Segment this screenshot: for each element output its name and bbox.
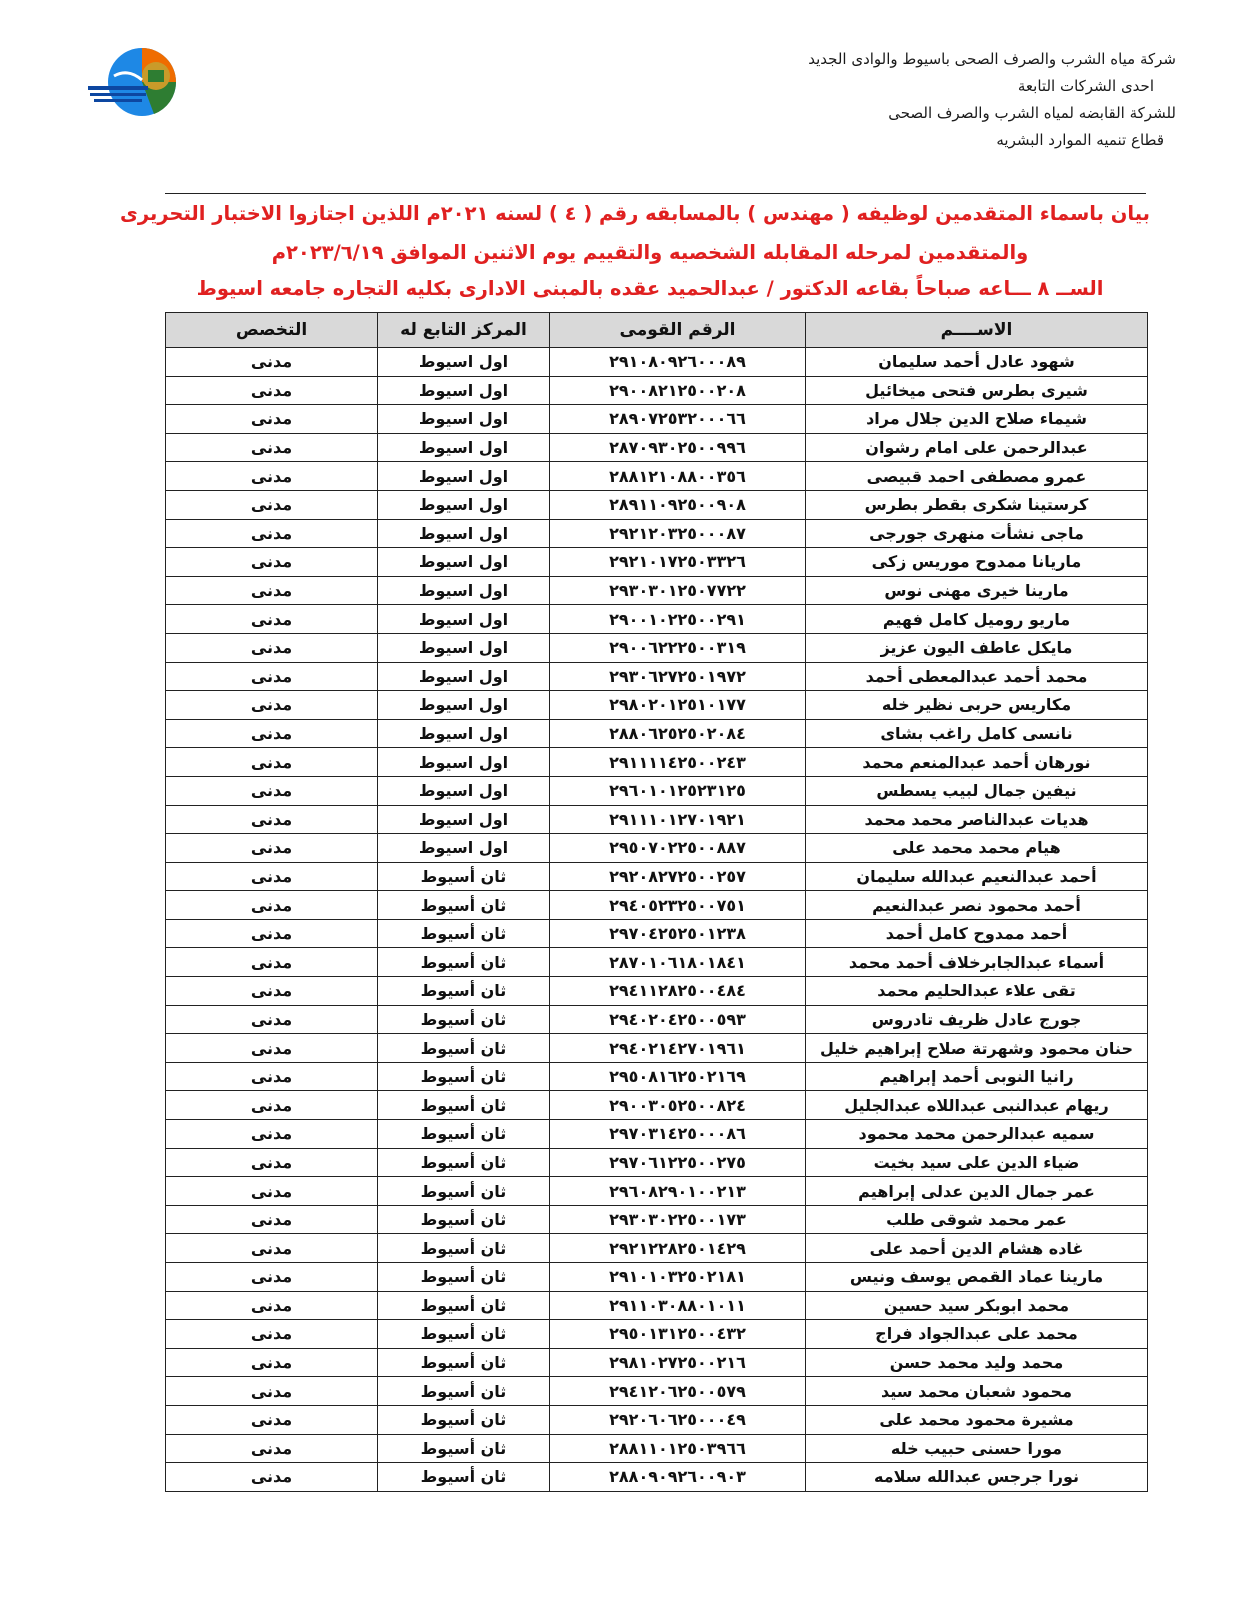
cell-national-id: ٢٨٨٠٩٠٩٢٦٠٠٩٠٣ <box>550 1463 806 1492</box>
cell-name: أسماء عبدالجابرخلاف أحمد محمد <box>806 948 1148 977</box>
table-row <box>166 376 1148 405</box>
cell-specialty: مدنى <box>166 862 378 891</box>
cell-name: عمرو مصطفى احمد قبيصى <box>806 462 1148 491</box>
cell-specialty: مدنى <box>166 691 378 720</box>
cell-center: ثان أسيوط <box>378 1148 550 1177</box>
cell-specialty: مدنى <box>166 1120 378 1149</box>
cell-name: شيرى بطرس فتحى ميخائيل <box>806 376 1148 405</box>
cell-name: مارينا عماد القمص يوسف ونيس <box>806 1263 1148 1292</box>
table-row <box>166 719 1148 748</box>
cell-specialty: مدنى <box>166 1177 378 1206</box>
cell-national-id: ٢٩٠٠٨٢١٢٥٠٠٢٠٨ <box>550 376 806 405</box>
cell-national-id: ٢٩٥٠٨١٦٢٥٠٢١٦٩ <box>550 1062 806 1091</box>
cell-specialty: مدنى <box>166 1377 378 1406</box>
cell-name: مورا حسنى حبيب خله <box>806 1434 1148 1463</box>
company-emblem-icon <box>84 46 184 118</box>
cell-national-id: ٢٩١٠٨٠٩٢٦٠٠٠٨٩ <box>550 348 806 377</box>
cell-national-id: ٢٩٢٠٦٠٦٢٥٠٠٠٤٩ <box>550 1405 806 1434</box>
cell-specialty: مدنى <box>166 348 378 377</box>
cell-name: نيفين جمال لبيب يسطس <box>806 776 1148 805</box>
cell-center: اول اسيوط <box>378 548 550 577</box>
cell-specialty: مدنى <box>166 519 378 548</box>
cell-name: تقى علاء عبدالحليم محمد <box>806 977 1148 1006</box>
cell-name: أحمد محمود نصر عبدالنعيم <box>806 891 1148 920</box>
cell-national-id: ٢٨٨١٢١٠٨٨٠٠٣٥٦ <box>550 462 806 491</box>
table-row <box>166 490 1148 519</box>
table-row <box>166 1062 1148 1091</box>
cell-specialty: مدنى <box>166 1091 378 1120</box>
cell-specialty: مدنى <box>166 1463 378 1492</box>
org-line-holding: للشركة القابضه لمياه الشرب والصرف الصحى <box>888 104 1176 122</box>
cell-specialty: مدنى <box>166 1205 378 1234</box>
cell-name: هديات عبدالناصر محمد محمد <box>806 805 1148 834</box>
cell-national-id: ٢٨٨١١٠١٢٥٠٣٩٦٦ <box>550 1434 806 1463</box>
cell-specialty: مدنى <box>166 1348 378 1377</box>
cell-center: ثان أسيوط <box>378 1377 550 1406</box>
cell-name: ماريو روميل كامل فهيم <box>806 605 1148 634</box>
cell-center: ثان أسيوط <box>378 1120 550 1149</box>
company-logo <box>84 46 184 118</box>
cell-national-id: ٢٨٨٠٦٢٥٢٥٠٢٠٨٤ <box>550 719 806 748</box>
cell-specialty: مدنى <box>166 748 378 777</box>
cell-center: اول اسيوط <box>378 405 550 434</box>
cell-name: حنان محمود وشهرتة صلاح إبراهيم خليل <box>806 1034 1148 1063</box>
cell-national-id: ٢٨٩١١٠٩٢٥٠٠٩٠٨ <box>550 490 806 519</box>
cell-national-id: ٢٩٢١٢٠٣٢٥٠٠٠٨٧ <box>550 519 806 548</box>
table-row <box>166 948 1148 977</box>
table-row <box>166 805 1148 834</box>
cell-specialty: مدنى <box>166 433 378 462</box>
cell-specialty: مدنى <box>166 948 378 977</box>
table-row <box>166 691 1148 720</box>
header-center: المركز التابع له <box>378 313 550 348</box>
cell-center: اول اسيوط <box>378 433 550 462</box>
header-divider <box>165 193 1146 194</box>
cell-national-id: ٢٩٤٠٥٢٣٢٥٠٠٧٥١ <box>550 891 806 920</box>
table-row <box>166 576 1148 605</box>
cell-national-id: ٢٩٨١٠٢٧٢٥٠٠٢١٦ <box>550 1348 806 1377</box>
cell-center: ثان أسيوط <box>378 891 550 920</box>
document-title-line-1: بيان باسماء المتقدمين لوظيفه ( مهندس ) بالمسابقه رقم ( ٤ ) لسنه ٢٠٢١م اللذين اجتازوا الاختبار التحريرى <box>119 202 1150 225</box>
org-line-affiliation: احدى الشركات التابعة <box>1017 77 1154 95</box>
cell-center: ثان أسيوط <box>378 948 550 977</box>
cell-specialty: مدنى <box>166 1148 378 1177</box>
cell-specialty: مدنى <box>166 919 378 948</box>
cell-national-id: ٢٩٦٠٨٢٩٠١٠٠٢١٣ <box>550 1177 806 1206</box>
cell-national-id: ٢٩٤٠٢١٤٢٧٠١٩٦١ <box>550 1034 806 1063</box>
cell-center: اول اسيوط <box>378 662 550 691</box>
cell-national-id: ٢٩٧٠٦١٢٢٥٠٠٢٧٥ <box>550 1148 806 1177</box>
cell-name: سميه عبدالرحمن محمد محمود <box>806 1120 1148 1149</box>
cell-specialty: مدنى <box>166 1291 378 1320</box>
cell-name: نانسى كامل راغب بشاى <box>806 719 1148 748</box>
cell-name: عمر جمال الدين عدلى إبراهيم <box>806 1177 1148 1206</box>
cell-specialty: مدنى <box>166 776 378 805</box>
cell-center: اول اسيوط <box>378 519 550 548</box>
cell-specialty: مدنى <box>166 1405 378 1434</box>
cell-center: اول اسيوط <box>378 776 550 805</box>
cell-specialty: مدنى <box>166 1434 378 1463</box>
table-row <box>166 1291 1148 1320</box>
cell-center: ثان أسيوط <box>378 862 550 891</box>
cell-center: ثان أسيوط <box>378 977 550 1006</box>
cell-name: شيماء صلاح الدين جلال مراد <box>806 405 1148 434</box>
cell-center: اول اسيوط <box>378 719 550 748</box>
cell-center: ثان أسيوط <box>378 919 550 948</box>
cell-specialty: مدنى <box>166 805 378 834</box>
cell-name: مشيرة محمود محمد على <box>806 1405 1148 1434</box>
cell-national-id: ٢٩٤١٢٠٦٢٥٠٠٥٧٩ <box>550 1377 806 1406</box>
cell-center: ثان أسيوط <box>378 1263 550 1292</box>
table-row <box>166 891 1148 920</box>
cell-national-id: ٢٩٥٠١٣١٢٥٠٠٤٣٢ <box>550 1320 806 1349</box>
cell-name: رانيا النوبى أحمد إبراهيم <box>806 1062 1148 1091</box>
header-name: الاســــم <box>806 313 1148 348</box>
cell-center: اول اسيوط <box>378 490 550 519</box>
table-row <box>166 1377 1148 1406</box>
cell-specialty: مدنى <box>166 376 378 405</box>
cell-name: مايكل عاطف اليون عزيز <box>806 633 1148 662</box>
cell-center: ثان أسيوط <box>378 1463 550 1492</box>
table-row <box>166 1177 1148 1206</box>
cell-center: اول اسيوط <box>378 376 550 405</box>
table-row <box>166 1120 1148 1149</box>
cell-center: اول اسيوط <box>378 605 550 634</box>
document-title-line-3: الســ ٨ ـــاعه صباحاً بقاعه الدكتور / عبدالحميد عقده بالمبنى الادارى بكليه التجاره جامعه اسيوط <box>196 277 1104 300</box>
cell-center: ثان أسيوط <box>378 1005 550 1034</box>
cell-center: ثان أسيوط <box>378 1177 550 1206</box>
cell-name: كرستينا شكرى بقطر بطرس <box>806 490 1148 519</box>
cell-specialty: مدنى <box>166 1234 378 1263</box>
table-body <box>166 348 1148 1492</box>
table-row <box>166 1405 1148 1434</box>
cell-name: محمد وليد محمد حسن <box>806 1348 1148 1377</box>
cell-national-id: ٢٩٣٠٣٠١٢٥٠٧٧٢٢ <box>550 576 806 605</box>
cell-center: ثان أسيوط <box>378 1062 550 1091</box>
cell-center: ثان أسيوط <box>378 1034 550 1063</box>
table-row <box>166 605 1148 634</box>
header-national-id: الرقم القومى <box>550 313 806 348</box>
cell-name: عبدالرحمن على امام رشوان <box>806 433 1148 462</box>
cell-name: ضياء الدين على سيد بخيت <box>806 1148 1148 1177</box>
cell-name: محمود شعبان محمد سيد <box>806 1377 1148 1406</box>
table-row <box>166 348 1148 377</box>
cell-center: ثان أسيوط <box>378 1434 550 1463</box>
cell-specialty: مدنى <box>166 977 378 1006</box>
cell-specialty: مدنى <box>166 662 378 691</box>
cell-name: جورج عادل ظريف تادروس <box>806 1005 1148 1034</box>
candidates-table <box>165 312 1148 1492</box>
cell-national-id: ٢٨٧٠١٠٦١٨٠١٨٤١ <box>550 948 806 977</box>
cell-specialty: مدنى <box>166 834 378 863</box>
table-row <box>166 405 1148 434</box>
cell-name: محمد ابوبكر سيد حسين <box>806 1291 1148 1320</box>
cell-national-id: ٢٩٠٠٦٢٢٢٥٠٠٣١٩ <box>550 633 806 662</box>
cell-national-id: ٢٩٥٠٧٠٢٢٥٠٠٨٨٧ <box>550 834 806 863</box>
cell-national-id: ٢٩١١٠٣٠٨٨٠١٠١١ <box>550 1291 806 1320</box>
cell-national-id: ٢٩٢١٠١٧٢٥٠٣٣٢٦ <box>550 548 806 577</box>
cell-name: مكاريس حربى نظير خله <box>806 691 1148 720</box>
cell-national-id: ٢٩٣٠٦٢٧٢٥٠١٩٧٢ <box>550 662 806 691</box>
cell-national-id: ٢٩٣٠٣٠٢٢٥٠٠١٧٣ <box>550 1205 806 1234</box>
cell-name: شهود عادل أحمد سليمان <box>806 348 1148 377</box>
table-row <box>166 519 1148 548</box>
cell-specialty: مدنى <box>166 1320 378 1349</box>
cell-center: اول اسيوط <box>378 462 550 491</box>
cell-name: محمد أحمد عبدالمعطى أحمد <box>806 662 1148 691</box>
cell-center: ثان أسيوط <box>378 1320 550 1349</box>
cell-national-id: ٢٩٦٠١٠١٢٥٢٣١٢٥ <box>550 776 806 805</box>
table-row <box>166 1148 1148 1177</box>
org-line-department: قطاع تنميه الموارد البشريه <box>996 131 1164 149</box>
table-row <box>166 1320 1148 1349</box>
cell-center: ثان أسيوط <box>378 1405 550 1434</box>
table-row <box>166 662 1148 691</box>
table-row <box>166 919 1148 948</box>
cell-name: هيام محمد محمد على <box>806 834 1148 863</box>
cell-center: ثان أسيوط <box>378 1291 550 1320</box>
cell-specialty: مدنى <box>166 1062 378 1091</box>
table-row <box>166 633 1148 662</box>
cell-specialty: مدنى <box>166 1263 378 1292</box>
cell-national-id: ٢٨٩٠٧٢٥٣٢٠٠٠٦٦ <box>550 405 806 434</box>
cell-center: اول اسيوط <box>378 691 550 720</box>
document-title-line-2: والمتقدمين لمرحله المقابله الشخصيه والتقييم يوم الاثنين الموافق ٢٠٢٣/٦/١٩م <box>271 241 1029 264</box>
table-row <box>166 1348 1148 1377</box>
cell-center: اول اسيوط <box>378 348 550 377</box>
cell-center: ثان أسيوط <box>378 1205 550 1234</box>
table-row <box>166 1263 1148 1292</box>
cell-specialty: مدنى <box>166 633 378 662</box>
cell-national-id: ٢٩٨٠٢٠١٢٥١٠١٧٧ <box>550 691 806 720</box>
cell-national-id: ٢٩٤١١٢٨٢٥٠٠٤٨٤ <box>550 977 806 1006</box>
cell-name: نورا جرجس عبدالله سلامه <box>806 1463 1148 1492</box>
table-header-row <box>166 313 1148 348</box>
cell-national-id: ٢٩١١١٠١٢٧٠١٩٢١ <box>550 805 806 834</box>
cell-national-id: ٢٩٧٠٤٢٥٢٥٠١٢٣٨ <box>550 919 806 948</box>
cell-center: اول اسيوط <box>378 834 550 863</box>
cell-specialty: مدنى <box>166 891 378 920</box>
cell-center: اول اسيوط <box>378 748 550 777</box>
org-line-company: شركة مياه الشرب والصرف الصحى باسيوط والوادى الجديد <box>808 50 1176 68</box>
table-row <box>166 834 1148 863</box>
table-row <box>166 548 1148 577</box>
header-specialty: التخصص <box>166 313 378 348</box>
cell-specialty: مدنى <box>166 605 378 634</box>
cell-specialty: مدنى <box>166 490 378 519</box>
table-row <box>166 1091 1148 1120</box>
cell-national-id: ٢٩٠٠٣٠٥٢٥٠٠٨٢٤ <box>550 1091 806 1120</box>
table-row <box>166 1205 1148 1234</box>
cell-national-id: ٢٩١١١١٤٢٥٠٠٢٤٣ <box>550 748 806 777</box>
table-row <box>166 433 1148 462</box>
cell-specialty: مدنى <box>166 1034 378 1063</box>
table-row <box>166 1234 1148 1263</box>
cell-center: اول اسيوط <box>378 633 550 662</box>
cell-name: ماريانا ممدوح موريس زكى <box>806 548 1148 577</box>
cell-name: أحمد ممدوح كامل أحمد <box>806 919 1148 948</box>
cell-specialty: مدنى <box>166 548 378 577</box>
cell-name: عمر محمد شوقى طلب <box>806 1205 1148 1234</box>
cell-center: ثان أسيوط <box>378 1348 550 1377</box>
cell-name: ماجى نشأت منهرى جورجى <box>806 519 1148 548</box>
cell-name: غاده هشام الدين أحمد على <box>806 1234 1148 1263</box>
cell-name: أحمد عبدالنعيم عبدالله سليمان <box>806 862 1148 891</box>
table-row <box>166 1463 1148 1492</box>
cell-specialty: مدنى <box>166 1005 378 1034</box>
cell-national-id: ٢٩٤٠٢٠٤٢٥٠٠٥٩٣ <box>550 1005 806 1034</box>
cell-specialty: مدنى <box>166 405 378 434</box>
cell-center: اول اسيوط <box>378 805 550 834</box>
table-row <box>166 1434 1148 1463</box>
cell-national-id: ٢٩١٠١٠٣٢٥٠٢١٨١ <box>550 1263 806 1292</box>
table-row <box>166 977 1148 1006</box>
organization-header <box>756 46 1176 154</box>
cell-specialty: مدنى <box>166 462 378 491</box>
table-row <box>166 776 1148 805</box>
table-row <box>166 1034 1148 1063</box>
table-row <box>166 1005 1148 1034</box>
cell-name: نورهان أحمد عبدالمنعم محمد <box>806 748 1148 777</box>
table-row <box>166 862 1148 891</box>
table-row <box>166 462 1148 491</box>
cell-national-id: ٢٩٢١٢٢٨٢٥٠١٤٢٩ <box>550 1234 806 1263</box>
cell-name: ريهام عبدالنبى عبداللاه عبدالجليل <box>806 1091 1148 1120</box>
cell-name: مارينا خيرى مهنى نوس <box>806 576 1148 605</box>
cell-specialty: مدنى <box>166 719 378 748</box>
cell-national-id: ٢٩٢٠٨٢٧٢٥٠٠٢٥٧ <box>550 862 806 891</box>
cell-national-id: ٢٩٠٠١٠٢٢٥٠٠٢٩١ <box>550 605 806 634</box>
table-row <box>166 748 1148 777</box>
cell-center: ثان أسيوط <box>378 1091 550 1120</box>
cell-center: ثان أسيوط <box>378 1234 550 1263</box>
cell-national-id: ٢٩٧٠٣١٤٢٥٠٠٠٨٦ <box>550 1120 806 1149</box>
cell-specialty: مدنى <box>166 576 378 605</box>
cell-national-id: ٢٨٧٠٩٣٠٢٥٠٠٩٩٦ <box>550 433 806 462</box>
cell-name: محمد على عبدالجواد فراج <box>806 1320 1148 1349</box>
cell-center: اول اسيوط <box>378 576 550 605</box>
